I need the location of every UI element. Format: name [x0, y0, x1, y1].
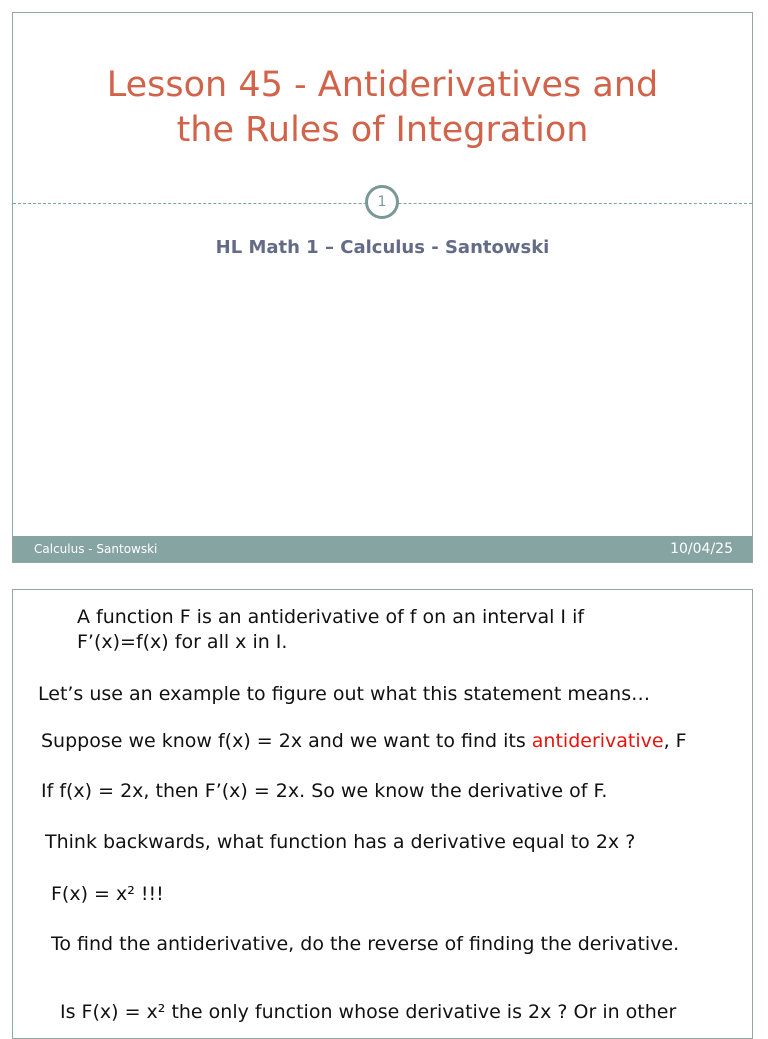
footer-date: 10/04/25 — [670, 541, 733, 557]
definition-line-2: F’(x)=f(x) for all x in I. — [77, 631, 288, 653]
answer-line: F(x) = x² !!! — [51, 883, 164, 905]
question-line: Is F(x) = x² the only function whose derivative is 2x ? Or in other — [60, 1001, 677, 1023]
suppose-text: Suppose we know f(x) = 2x and we want to find its — [41, 730, 532, 752]
footer-course-label: Calculus - Santowski — [34, 542, 158, 556]
slide-number-badge: 1 — [365, 185, 399, 219]
definition-line-1: A function F is an antiderivative of f on an interval I if — [77, 606, 585, 628]
think-line: Think backwards, what function has a derivative equal to 2x ? — [45, 831, 636, 853]
slide-title-line2: the Rules of Integration — [176, 110, 589, 150]
reverse-line: To find the antiderivative, do the reverse of finding the derivative. — [51, 933, 680, 955]
content-slide — [12, 589, 753, 1039]
if-line: If f(x) = 2x, then F’(x) = 2x. So we know the derivative of F. — [41, 780, 608, 802]
example-intro: Let’s use an example to figure out what this statement means… — [38, 683, 651, 705]
suppose-line — [41, 729, 687, 754]
slide-subtitle: HL Math 1 – Calculus - Santowski — [215, 237, 550, 258]
slide-title — [13, 63, 752, 153]
antiderivative-highlight: antiderivative — [531, 730, 664, 752]
slide-footer — [13, 536, 752, 562]
suppose-tail: , F — [663, 730, 687, 752]
slide-title-line1: Lesson 45 - Antiderivatives and — [106, 65, 659, 105]
title-slide — [12, 12, 753, 563]
